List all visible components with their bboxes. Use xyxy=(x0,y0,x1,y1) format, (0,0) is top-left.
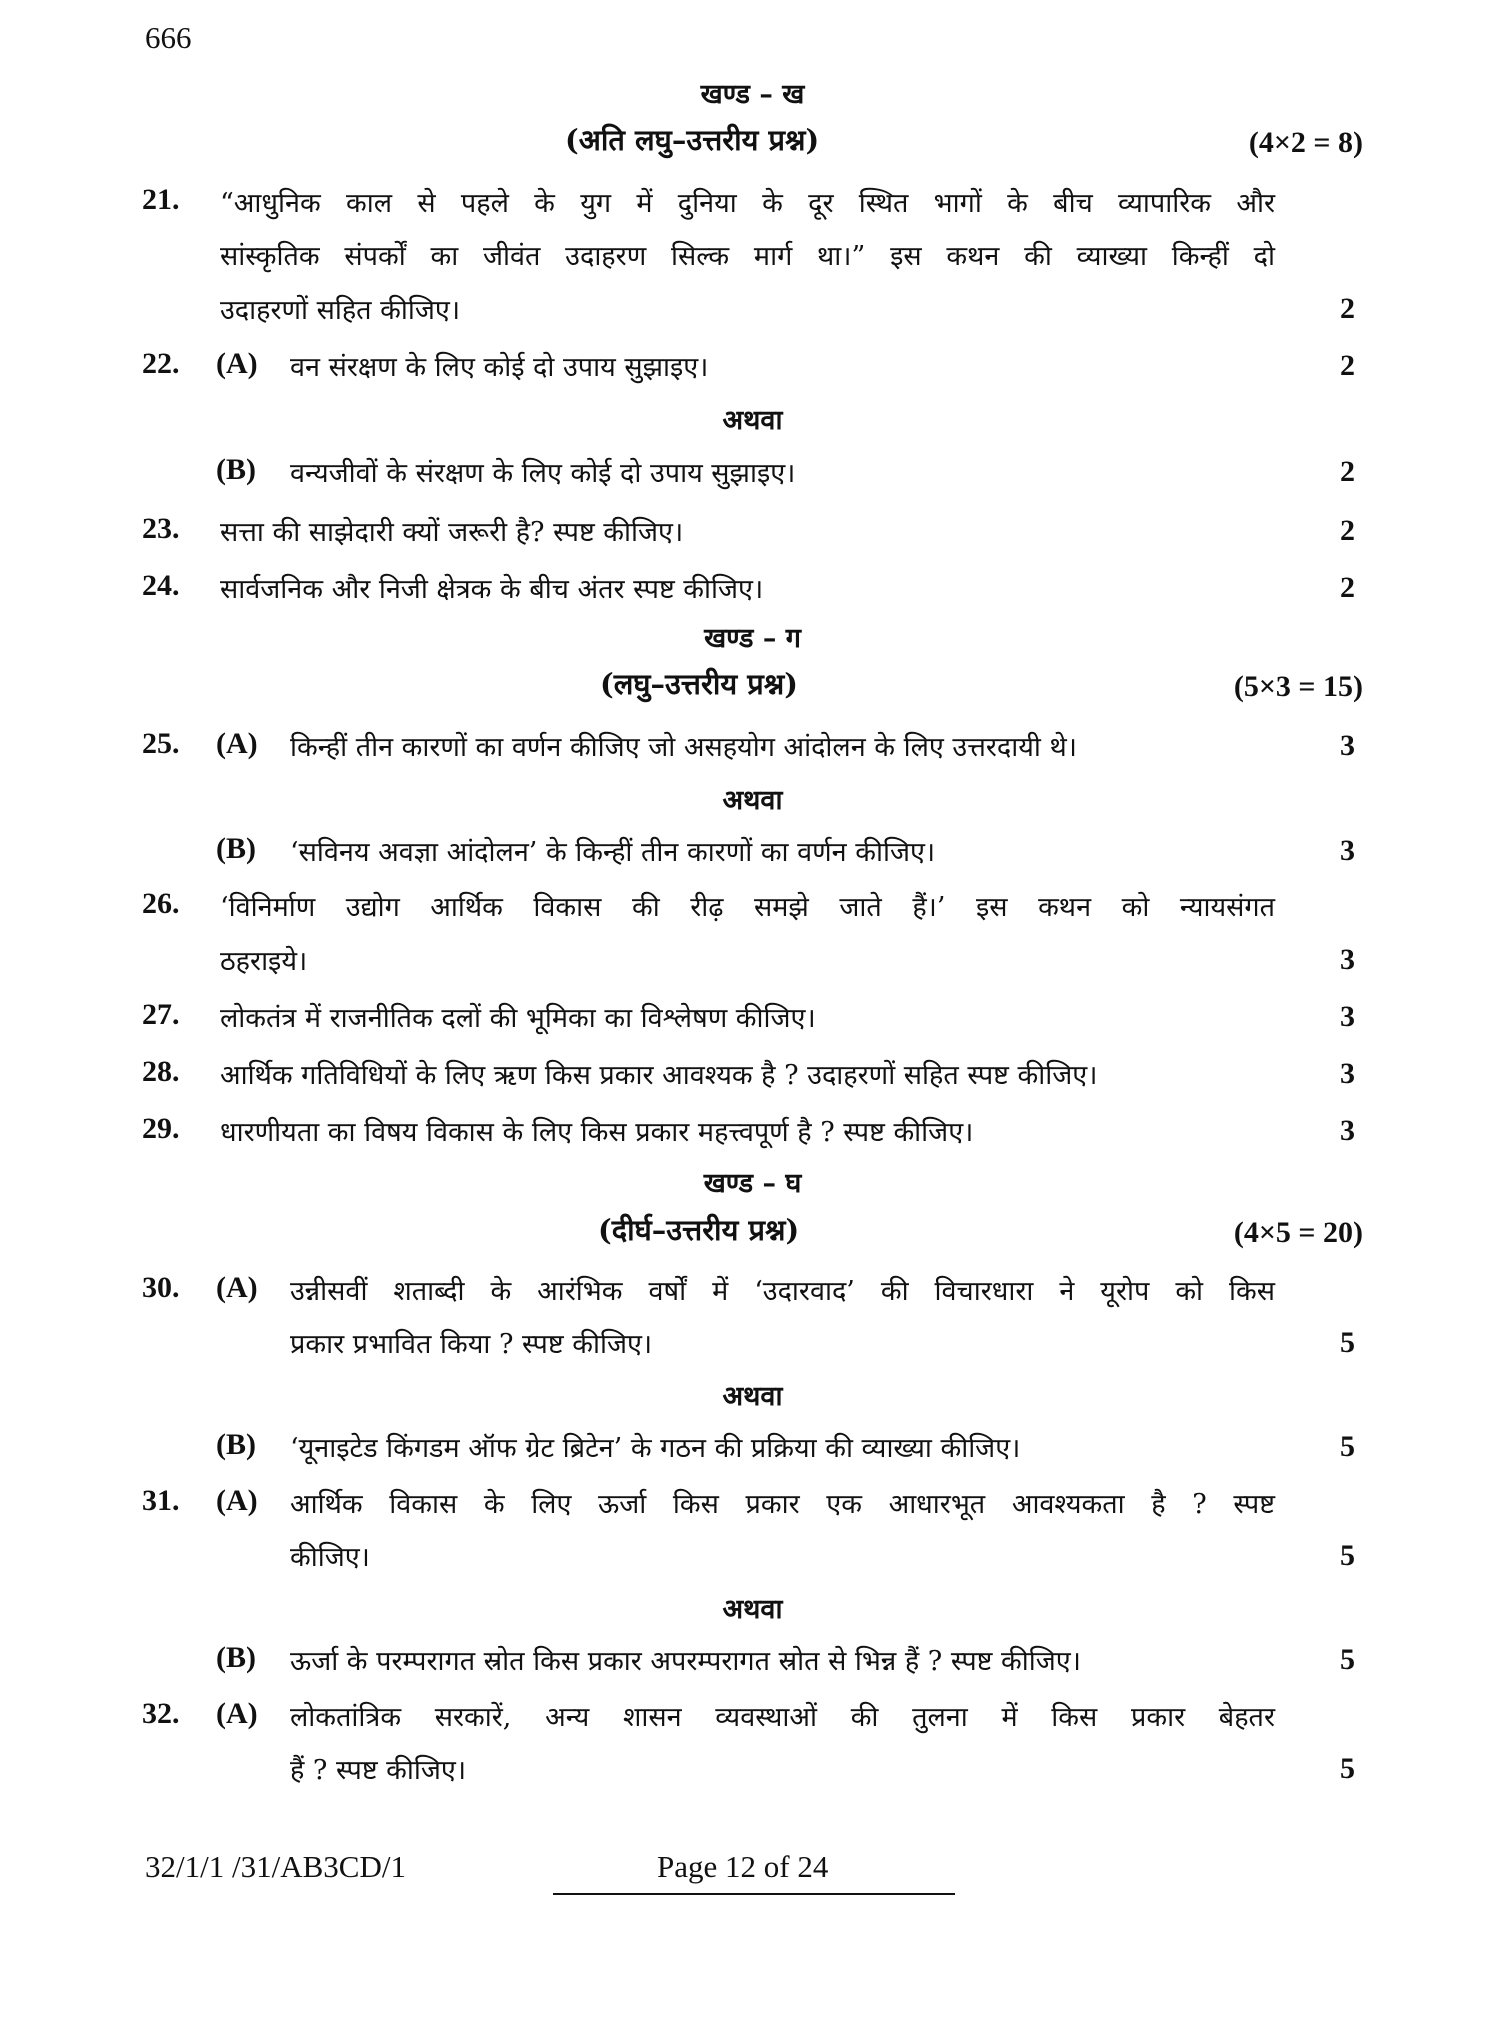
question-number: 26. xyxy=(142,887,180,920)
option-label: (B) xyxy=(216,453,256,486)
question-text: ठहराइये। xyxy=(220,946,308,977)
question-number: 31. xyxy=(142,1484,180,1517)
option-label: (A) xyxy=(216,1271,258,1304)
section-c-subheading: (लघु–उत्तरीय प्रश्न) xyxy=(600,667,798,701)
marks: 3 xyxy=(1340,1057,1355,1090)
question-text: सार्वजनिक और निजी क्षेत्रक के बीच अंतर स्पष्ट कीजिए। xyxy=(220,574,764,605)
option-label: (B) xyxy=(216,1641,256,1674)
question-text: सत्ता की साझेदारी क्यों जरूरी है? स्पष्ट कीजिए। xyxy=(220,517,684,548)
section-b-heading: खण्ड – ख xyxy=(700,79,805,110)
section-c-heading: खण्ड – ग xyxy=(704,623,801,654)
question-number: 24. xyxy=(142,569,180,602)
marks: 3 xyxy=(1340,834,1355,867)
section-d-total: (4×5 = 20) xyxy=(1233,1216,1363,1249)
question-text: ‘सविनय अवज्ञा आंदोलन’ के किन्हीं तीन कारणों का वर्णन कीजिए। xyxy=(290,837,936,868)
marks: 3 xyxy=(1340,729,1355,762)
marks: 2 xyxy=(1340,571,1355,604)
marks: 3 xyxy=(1340,1114,1355,1147)
question-text: कीजिए। xyxy=(290,1542,370,1573)
option-label: (A) xyxy=(216,727,258,760)
question-text: किन्हीं तीन कारणों का वर्णन कीजिए जो असहयोग आंदोलन के लिए उत्तरदायी थे। xyxy=(290,732,1077,763)
question-text: आर्थिक विकास के लिए ऊर्जा किस प्रकार एक आधारभूत आवश्यकता है ? स्पष्ट xyxy=(290,1489,1275,1520)
option-label: (A) xyxy=(216,1697,258,1730)
question-text: प्रकार प्रभावित किया ? स्पष्ट कीजिए। xyxy=(290,1329,653,1360)
marks: 3 xyxy=(1340,1000,1355,1033)
question-text: उन्नीसवीं शताब्दी के आरंभिक वर्षों में ‘उदारवाद’ की विचारधारा ने यूरोप को किस xyxy=(290,1276,1275,1307)
marks: 2 xyxy=(1340,349,1355,382)
question-number: 30. xyxy=(142,1271,180,1304)
question-text: वन संरक्षण के लिए कोई दो उपाय सुझाइए। xyxy=(290,352,709,383)
or-label: अथवा xyxy=(722,1594,783,1625)
question-text: ऊर्जा के परम्परागत स्रोत किस प्रकार अपरम्परागत स्रोत से भिन्न हैं ? स्पष्ट कीजिए। xyxy=(290,1646,1081,1677)
question-text: ‘विनिर्माण उद्योग आर्थिक विकास की रीढ़ समझे जाते हैं।’ इस कथन को न्यायसंगत xyxy=(220,892,1275,923)
marks: 5 xyxy=(1340,1643,1355,1676)
page-number: 666 xyxy=(145,20,192,55)
question-text: ‘यूनाइटेड किंगडम ऑफ ग्रेट ब्रिटेन’ के गठन की प्रक्रिया की व्याख्या कीजिए। xyxy=(290,1433,1021,1464)
or-label: अथवा xyxy=(722,1381,783,1412)
option-label: (A) xyxy=(216,1484,258,1517)
marks: 5 xyxy=(1340,1430,1355,1463)
question-text: उदाहरणों सहित कीजिए। xyxy=(220,295,461,326)
section-c-total: (5×3 = 15) xyxy=(1233,670,1363,703)
or-label: अथवा xyxy=(722,785,783,816)
option-label: (B) xyxy=(216,1428,256,1461)
question-text: धारणीयता का विषय विकास के लिए किस प्रकार महत्त्वपूर्ण है ? स्पष्ट कीजिए। xyxy=(220,1117,974,1148)
question-number: 28. xyxy=(142,1055,180,1088)
section-b-subheading: (अति लघु–उत्तरीय प्रश्न) xyxy=(565,123,820,157)
marks: 2 xyxy=(1340,455,1355,488)
marks: 3 xyxy=(1340,943,1355,976)
marks: 5 xyxy=(1340,1539,1355,1572)
question-text: वन्यजीवों के संरक्षण के लिए कोई दो उपाय सुझाइए। xyxy=(290,458,796,489)
question-number: 32. xyxy=(142,1697,180,1730)
option-label: (B) xyxy=(216,832,256,865)
question-text: आर्थिक गतिविधियों के लिए ऋण किस प्रकार आवश्यक है ? उदाहरणों सहित स्पष्ट कीजिए। xyxy=(220,1060,1098,1091)
question-number: 27. xyxy=(142,998,180,1031)
question-text: हैं ? स्पष्ट कीजिए। xyxy=(290,1755,467,1786)
question-number: 21. xyxy=(142,183,180,216)
section-b-total: (4×2 = 8) xyxy=(1248,126,1363,159)
footer-rule xyxy=(553,1893,955,1895)
marks: 5 xyxy=(1340,1326,1355,1359)
question-number: 23. xyxy=(142,512,180,545)
option-label: (A) xyxy=(216,347,258,380)
paper-code: 32/1/1 /31/AB3CD/1 xyxy=(145,1849,406,1884)
question-number: 22. xyxy=(142,347,180,380)
question-number: 29. xyxy=(142,1112,180,1145)
question-text: “आधुनिक काल से पहले के युग में दुनिया के दूर स्थित भागों के बीच व्यापारिक और xyxy=(220,188,1275,219)
or-label: अथवा xyxy=(722,405,783,436)
question-number: 25. xyxy=(142,727,180,760)
marks: 5 xyxy=(1340,1752,1355,1785)
footer-page-label: Page 12 of 24 xyxy=(657,1849,829,1884)
question-text: सांस्कृतिक संपर्कों का जीवंत उदाहरण सिल्क मार्ग था।” इस कथन की व्याख्या किन्हीं दो xyxy=(220,241,1275,272)
question-text: लोकतांत्रिक सरकारें, अन्य शासन व्यवस्थाओं की तुलना में किस प्रकार बेहतर xyxy=(290,1702,1275,1733)
question-text: लोकतंत्र में राजनीतिक दलों की भूमिका का विश्लेषण कीजिए। xyxy=(220,1003,816,1034)
section-d-subheading: (दीर्घ–उत्तरीय प्रश्न) xyxy=(598,1213,800,1247)
marks: 2 xyxy=(1340,292,1355,325)
marks: 2 xyxy=(1340,514,1355,547)
section-d-heading: खण्ड – घ xyxy=(703,1168,802,1199)
